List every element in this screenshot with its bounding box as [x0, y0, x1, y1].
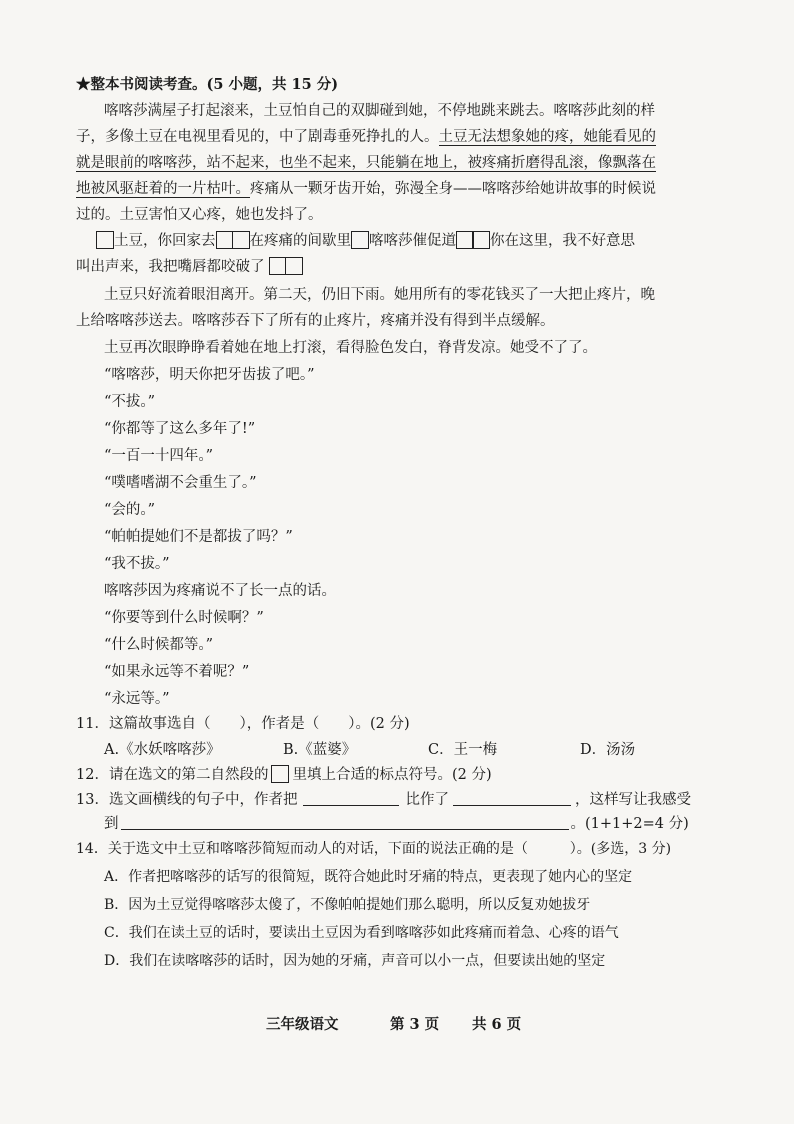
question-text: ，这样写让我感受: [574, 792, 691, 808]
question-12: [76, 764, 492, 786]
passage-p4: 土豆再次眼睁睁看着她在地上打滚，看得脸色发白，脊背发凉。她受不了了。: [104, 340, 597, 356]
punctuation-box[interactable]: [271, 765, 289, 783]
question-11: 11．这篇故事选自（ ），作者是（ ）。(2 分): [76, 716, 410, 732]
punctuation-box[interactable]: [96, 231, 114, 249]
q14-option-c[interactable]: C．我们在读土豆的话时，要读出土豆因为看到喀喀莎如此疼痛而着急、心疼的语气: [104, 925, 619, 941]
passage-text: 在疼痛的间歇里: [249, 233, 351, 249]
passage-text: 喀喀莎催促道: [369, 233, 456, 249]
dialogue-line: “会的。”: [104, 502, 156, 518]
punctuation-box[interactable]: [351, 231, 369, 249]
footer-subject: 三年级语文: [266, 1016, 339, 1033]
passage-p1-line4: [76, 178, 656, 200]
dialogue-line: “喀喀莎，明天你把牙齿拔了吧。”: [104, 367, 315, 383]
punctuation-box[interactable]: [269, 257, 303, 275]
q11-option-c[interactable]: C．王一梅: [428, 742, 498, 758]
dialogue-line: “我不拔。”: [104, 556, 170, 572]
underlined-sentence: 地被风驱赶着的一片枯叶。: [76, 181, 250, 197]
q14-option-a[interactable]: A．作者把喀喀莎的话写的很简短，既符合她此时牙痛的特点，更表现了她内心的坚定: [104, 869, 633, 885]
answer-blank[interactable]: [121, 815, 569, 830]
passage-text: 土豆，你回家去: [114, 233, 216, 249]
passage-p2-line2: [76, 256, 303, 278]
passage-text: 你在这里，我不好意思: [490, 233, 635, 249]
passage-p1-line5: 过的。土豆害怕又心疼，她也发抖了。: [76, 207, 323, 223]
dialogue-line: “你都等了这么多年了!”: [104, 421, 256, 437]
question-text: 12．请在选文的第二自然段的: [76, 767, 269, 783]
answer-blank[interactable]: [453, 791, 571, 806]
q14-option-d[interactable]: D．我们在读喀喀莎的话时，因为她的牙痛，声音可以小一点，但要读出她的坚定: [104, 953, 606, 969]
dialogue-line: “一百一十四年。”: [104, 448, 214, 464]
dialogue-line: “不拔。”: [104, 394, 156, 410]
punctuation-box[interactable]: [456, 231, 490, 249]
passage-p2-line1: [96, 230, 635, 252]
passage-text: 叫出声来，我把嘴唇都咬破了: [76, 259, 265, 275]
underlined-sentence: 土豆无法想象她的疼，她能看见的: [438, 129, 656, 145]
question-text: 比作了: [405, 792, 449, 808]
dialogue-line: “如果永远等不着呢？”: [104, 664, 250, 680]
passage-p1-line1: 喀喀莎满屋子打起滚来，土豆怕自己的双脚碰到她，不停地跳来跳去。喀喀莎此刻的样: [104, 103, 655, 119]
question-text: 。(1+1+2=4 分): [570, 816, 689, 832]
dialogue-line: “什么时候都等。”: [104, 637, 214, 653]
question-13-line2: [104, 813, 689, 835]
question-14: 14．关于选文中土豆和喀喀莎简短而动人的对话，下面的说法正确的是（ ）。(多选，3 分): [76, 841, 672, 857]
dialogue-line: 喀喀莎因为疼痛说不了长一点的话。: [104, 583, 336, 599]
dialogue-line: “噗嗜嗜湖不会重生了。”: [104, 475, 257, 491]
passage-p3-line1: 土豆只好流着眼泪离开。第二天，仍旧下雨。她用所有的零花钱买了一大把止疼片，晚: [104, 287, 655, 303]
q14-option-b[interactable]: B．因为土豆觉得喀喀莎太傻了，不像帕帕提她们那么聪明，所以反复劝她拔牙: [104, 897, 591, 913]
question-13-line1: [76, 789, 691, 811]
passage-p1-line3: [76, 152, 656, 174]
section-header: ★整本书阅读考查。(5 小题，共 15 分): [76, 76, 339, 93]
question-text: 里填上合适的标点符号。(2 分): [292, 767, 492, 783]
footer-total: 共 6 页: [472, 1016, 522, 1033]
question-text: 到: [104, 816, 119, 832]
dialogue-line: “永远等。”: [104, 691, 170, 707]
q11-option-a[interactable]: A.《水妖喀喀莎》: [104, 742, 221, 758]
punctuation-box[interactable]: [216, 231, 250, 249]
passage-p1-line2: [76, 126, 656, 148]
passage-p3-line2: 上给喀喀莎送去。喀喀莎吞下了所有的止疼片，疼痛并没有得到半点缓解。: [76, 313, 555, 329]
question-text: 13．选文画横线的句子中，作者把: [76, 792, 298, 808]
q11-option-b[interactable]: B.《蓝婆》: [283, 742, 357, 758]
dialogue-line: “你要等到什么时候啊？”: [104, 610, 264, 626]
passage-text: 疼痛从一颗牙齿开始，弥漫全身——喀喀莎给她讲故事的时候说: [250, 181, 656, 197]
answer-blank[interactable]: [303, 791, 399, 806]
passage-text: 子，多像土豆在电视里看见的，中了剧毒垂死挣扎的人。: [76, 129, 439, 145]
dialogue-line: “帕帕提她们不是都拔了吗？”: [104, 529, 293, 545]
q11-option-d[interactable]: D．汤汤: [580, 742, 636, 758]
underlined-sentence: 就是眼前的喀喀莎，站不起来，也坐不起来，只能躺在地上，被疼痛折磨得乱滚，像飘落在: [76, 155, 656, 171]
footer-page: 第 3 页: [390, 1016, 440, 1033]
